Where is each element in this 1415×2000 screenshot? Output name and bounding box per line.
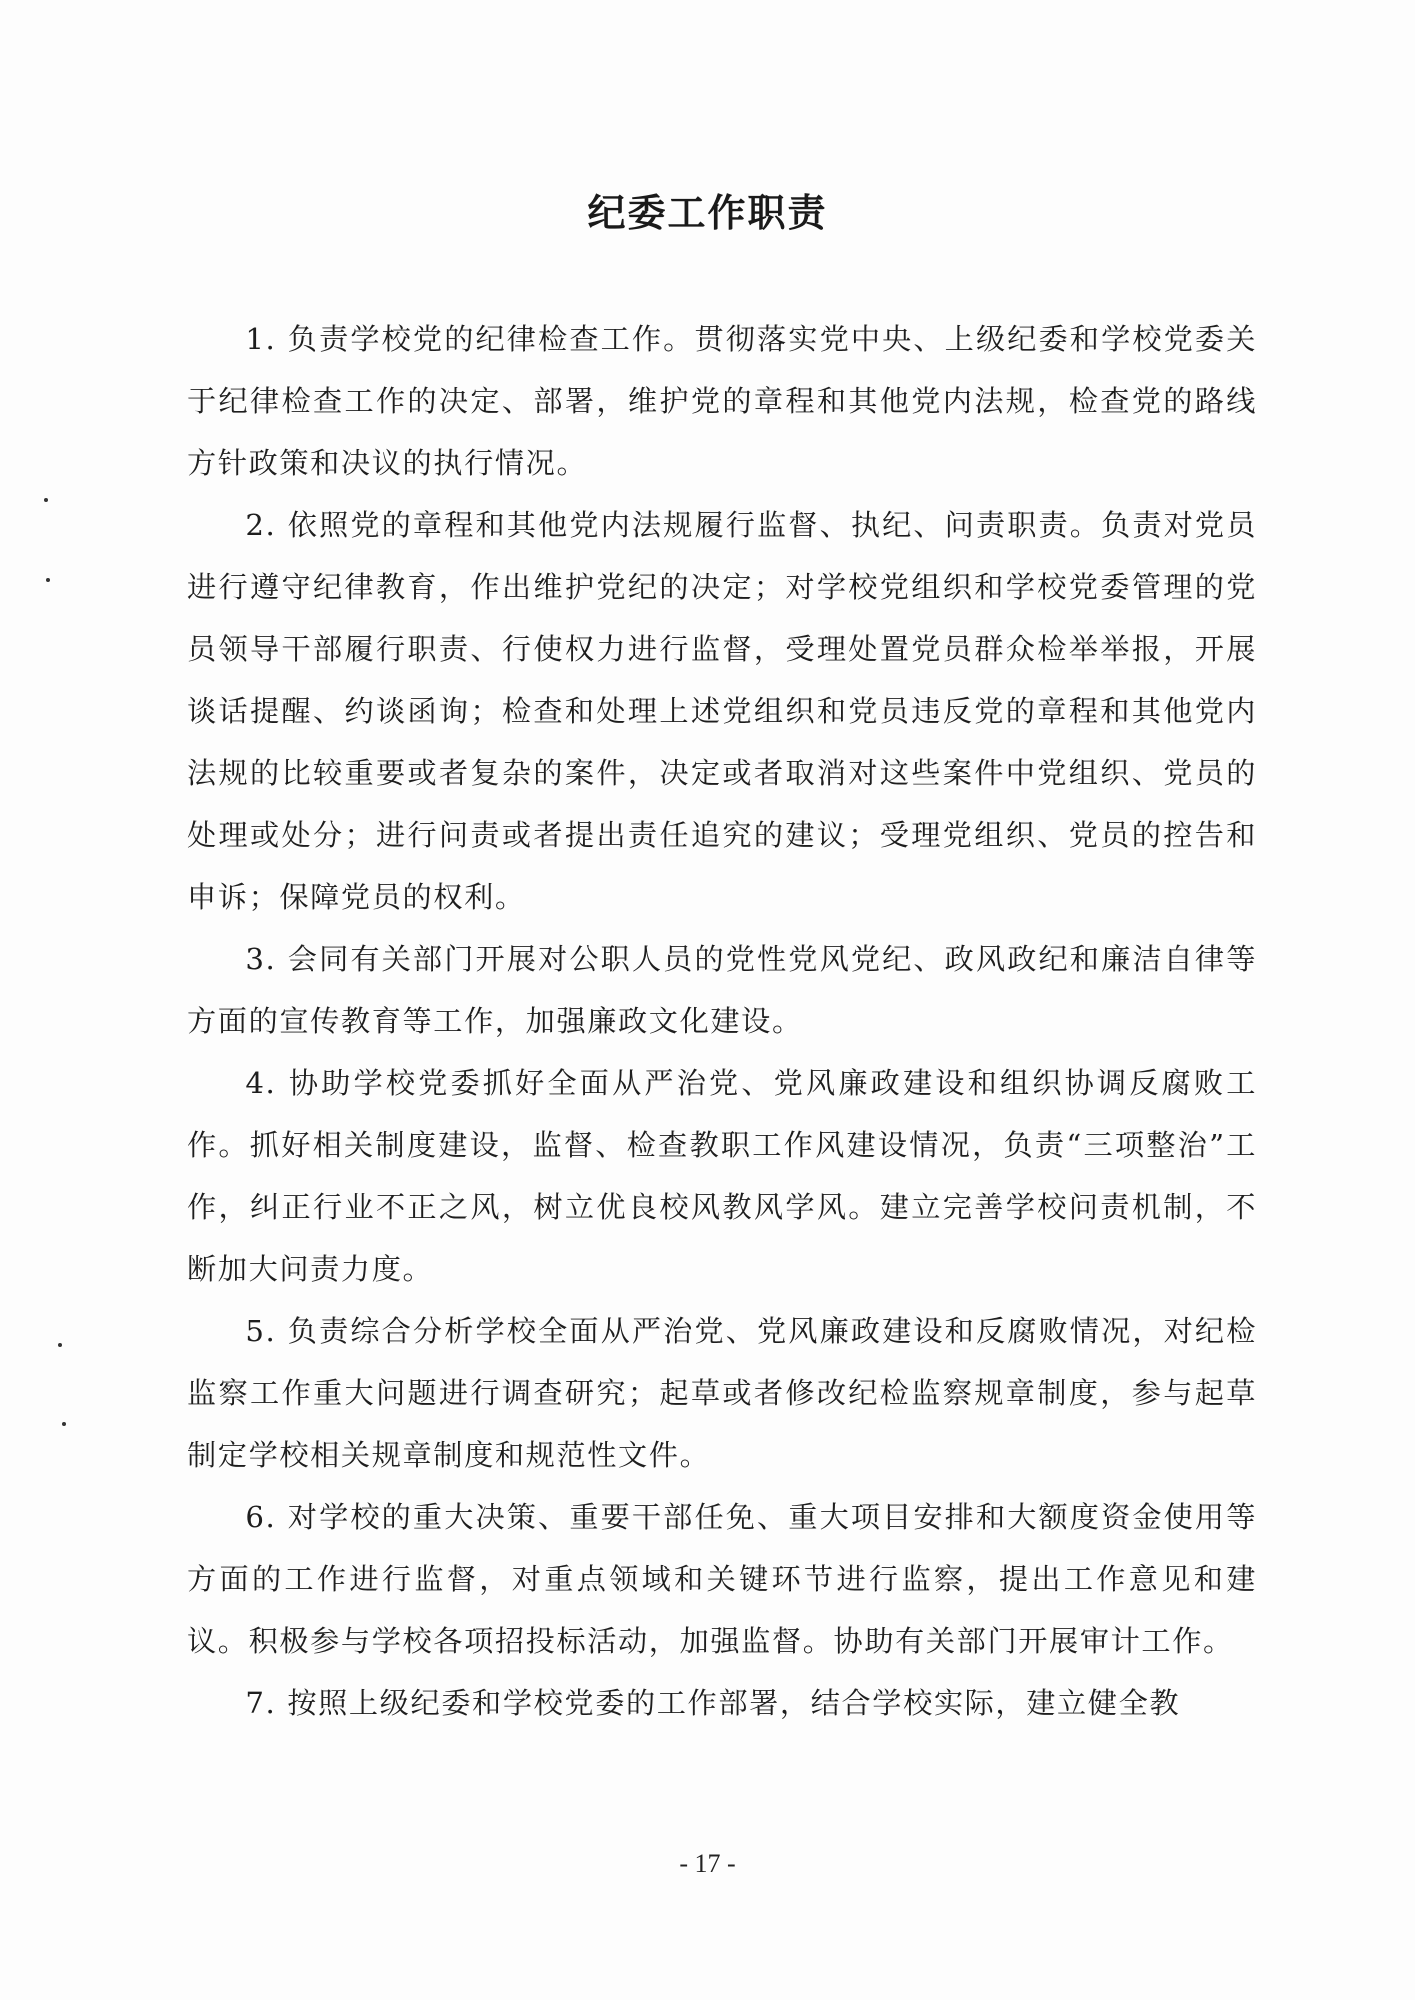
paragraph-6: 6. 对学校的重大决策、重要干部任免、重大项目安排和大额度资金使用等方面的工作进行监督，对重点领域和关键环节进行监察，提出工作意见和建议。积极参与学校各项招投标活动，加强监督。协助有关部门开展审计工作。 bbox=[187, 1500, 1257, 1658]
paragraph-2: 2. 依照党的章程和其他党内法规履行监督、执纪、问责职责。负责对党员进行遵守纪律教育，作出维护党纪的决定；对学校党组织和学校党委管理的党员领导干部履行职责、行使权力进行监督，受理处置党员群众检举举报，开展谈话提醒、约谈函询；检查和处理上述党组织和党员违反党的章程和其他党内法规的比较重要或者复杂的案件，决定或者取消对这些案件中党组织、党员的处理或处分；进行问责或者提出责任追究的建议；受理党组织、党员的控告和申诉；保障党员的权利。 bbox=[187, 508, 1257, 914]
scan-speck bbox=[46, 578, 50, 582]
scan-speck bbox=[62, 1422, 66, 1426]
paragraph-4: 4. 协助学校党委抓好全面从严治党、党风廉政建设和组织协调反腐败工作。抓好相关制度建设，监督、检查教职工作风建设情况，负责“三项整治”工作，纠正行业不正之风，树立优良校风教风学风。建立完善学校问责机制，不断加大问责力度。 bbox=[187, 1066, 1257, 1286]
page-number: - 17 - bbox=[679, 1849, 736, 1878]
paragraph-5: 5. 负责综合分析学校全面从严治党、党风廉政建设和反腐败情况，对纪检监察工作重大问题进行调查研究；起草或者修改纪检监察规章制度，参与起草制定学校相关规章制度和规范性文件。 bbox=[187, 1314, 1257, 1472]
page-title: 纪委工作职责 bbox=[587, 191, 828, 235]
scan-speck bbox=[44, 498, 48, 502]
document-body bbox=[187, 308, 1257, 1734]
paragraph-3: 3. 会同有关部门开展对公职人员的党性党风党纪、政风政纪和廉洁自律等方面的宣传教育等工作，加强廉政文化建设。 bbox=[187, 942, 1257, 1038]
paragraph-1: 1. 负责学校党的纪律检查工作。贯彻落实党中央、上级纪委和学校党委关于纪律检查工作的决定、部署，维护党的章程和其他党内法规，检查党的路线方针政策和决议的执行情况。 bbox=[187, 322, 1257, 480]
scan-speck bbox=[58, 1343, 62, 1347]
paragraph-7: 7. 按照上级纪委和学校党委的工作部署，结合学校实际，建立健全教 bbox=[245, 1686, 1181, 1720]
